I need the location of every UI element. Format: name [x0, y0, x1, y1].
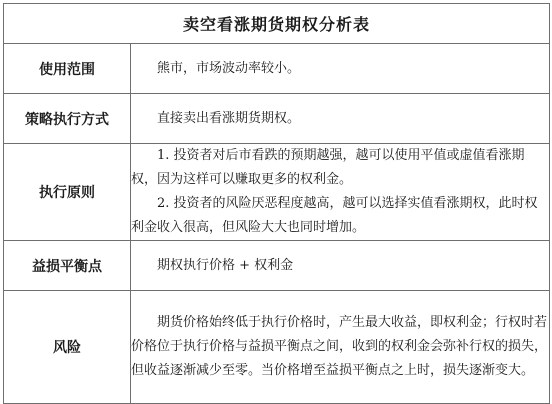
- row-content-method: 直接卖出看涨期货期权。: [131, 94, 550, 144]
- principle-item-2: 2. 投资者的风险厌恶程度越高，越可以选择实值看涨期权，此时权利金收入很高，但风险大大也同时增加。: [131, 196, 538, 235]
- row-content-scope: 熊市，市场波动率较小。: [131, 44, 550, 94]
- table-row-scope: [4, 44, 550, 94]
- row-content-principle: [131, 144, 550, 241]
- row-content-breakeven: 期权执行价格 + 权利金: [131, 241, 550, 291]
- table-title: 卖空看涨期货期权分析表: [4, 4, 550, 44]
- row-label-method: 策略执行方式: [4, 94, 131, 144]
- row-label-risk: 风险: [4, 291, 131, 404]
- risk-text: 期货价格始终低于执行价格时，产生最大收益，即权利金；行权时若价格位于执行价格与益损平衡点之间，收到的权利金会弥补行权的损失，但收益逐渐减少至零。当价格增至益损平衡点之上时，损失逐渐变大。: [131, 315, 548, 378]
- table-row-method: [4, 94, 550, 144]
- principle-item-1: 1. 投资者对后市看跌的预期越强，越可以使用平值或虚值看涨期权，因为这样可以赚取更多的权利金。: [131, 148, 525, 187]
- row-content-risk: [131, 291, 550, 404]
- analysis-table: [3, 3, 550, 404]
- table-row-breakeven: [4, 241, 550, 291]
- row-label-principle: 执行原则: [4, 144, 131, 241]
- table-row-risk: [4, 291, 550, 404]
- row-label-scope: 使用范围: [4, 44, 131, 94]
- row-label-breakeven: 益损平衡点: [4, 241, 131, 291]
- title-row: [4, 4, 550, 44]
- table-row-principle: [4, 144, 550, 241]
